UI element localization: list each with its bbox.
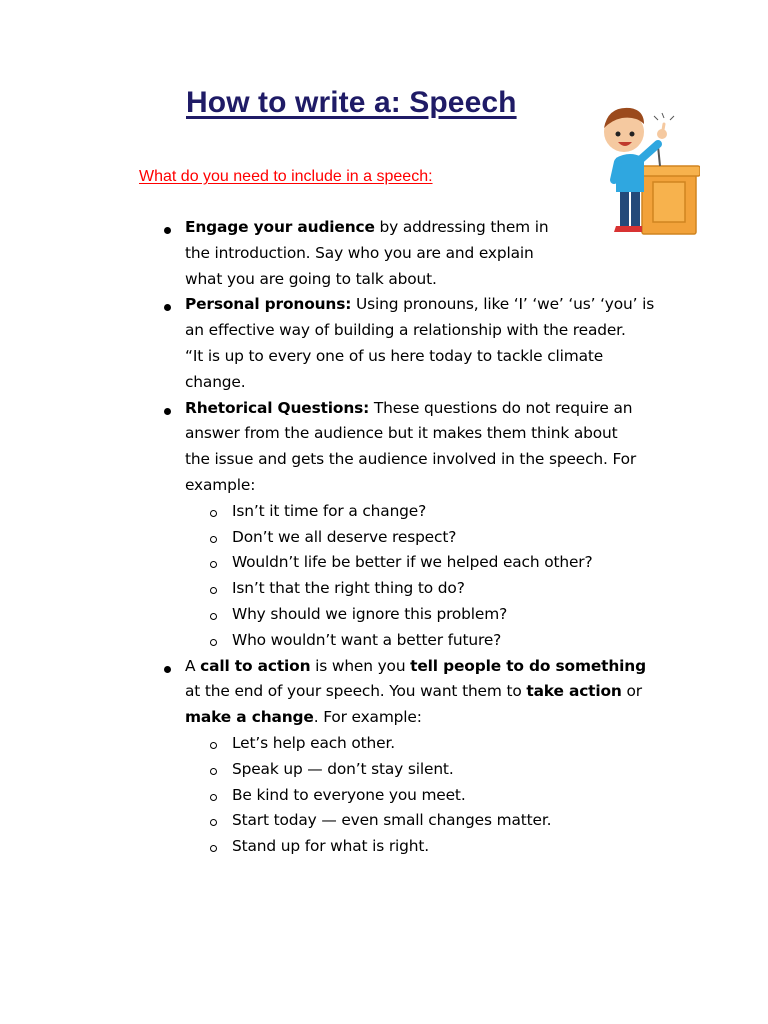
list-item-text: at the end of your speech. You want them to take action or: [185, 682, 642, 701]
speaker-podium-illustration: [592, 96, 700, 238]
circle-bullet-icon: [210, 587, 217, 594]
sub-list-item: Who wouldn’t want a better future?: [232, 630, 502, 649]
circle-bullet-icon: [210, 819, 217, 826]
list-item-text: Personal pronouns: Using pronouns, like ‘I’ ‘we’ ‘us’ ‘you’ is: [185, 295, 655, 314]
bullet-icon: [164, 227, 171, 234]
sub-list-item: Speak up — don’t stay silent.: [232, 759, 454, 778]
circle-bullet-icon: [210, 742, 217, 749]
sub-list-item: Wouldn’t life be better if we helped each other?: [232, 553, 593, 572]
circle-bullet-icon: [210, 639, 217, 646]
list-item-text: the introduction. Say who you are and explain: [185, 243, 534, 262]
page-title: How to write a: Speech: [186, 86, 517, 119]
circle-bullet-icon: [210, 510, 217, 517]
list-item-text: example:: [185, 476, 256, 494]
section-heading: What do you need to include in a speech:: [139, 168, 433, 185]
sub-list-item: Start today — even small changes matter.: [232, 811, 552, 830]
sub-list-item: Isn’t it time for a change?: [232, 501, 427, 520]
list-item-text: “It is up to every one of us here today to tackle climate: [185, 347, 604, 365]
circle-bullet-icon: [210, 561, 217, 568]
sub-list-item: Isn’t that the right thing to do?: [232, 579, 465, 598]
list-item-text: answer from the audience but it makes them think about: [185, 424, 618, 443]
circle-bullet-icon: [210, 845, 217, 852]
sub-list-item: Let’s help each other.: [232, 734, 395, 752]
list-item-text: what you are going to talk about.: [185, 269, 437, 288]
list-item-text: A call to action is when you tell people to do something: [185, 656, 646, 675]
list-item-text: change.: [185, 372, 246, 391]
list-item-text: an effective way of building a relationship with the reader.: [185, 321, 626, 340]
bullet-icon: [164, 408, 171, 415]
circle-bullet-icon: [210, 768, 217, 775]
list-item-text: make a change. For example:: [185, 708, 422, 727]
bullet-icon: [164, 304, 171, 311]
list-item-text: the issue and gets the audience involved in the speech. For: [185, 450, 637, 469]
sub-list-item: Why should we ignore this problem?: [232, 605, 508, 623]
sub-list-item: Stand up for what is right.: [232, 837, 430, 856]
circle-bullet-icon: [210, 613, 217, 620]
circle-bullet-icon: [210, 536, 217, 543]
list-item-text: Engage your audience by addressing them in: [185, 218, 549, 236]
list-item-text: Rhetorical Questions: These questions do not require an: [185, 398, 633, 417]
bullet-icon: [164, 666, 171, 673]
sub-list-item: Be kind to everyone you meet.: [232, 785, 466, 804]
sub-list-item: Don’t we all deserve respect?: [232, 527, 457, 546]
circle-bullet-icon: [210, 794, 217, 801]
